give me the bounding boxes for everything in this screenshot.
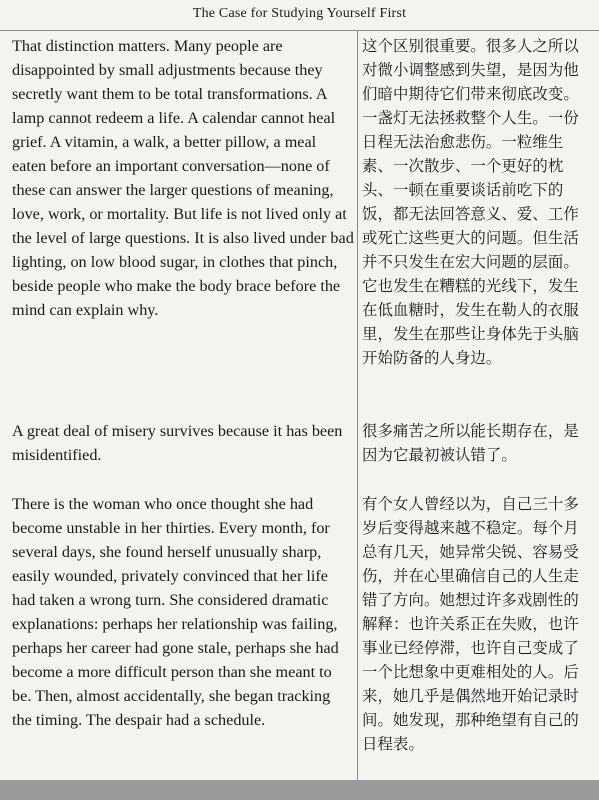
title-divider xyxy=(0,30,599,31)
column-divider xyxy=(357,31,358,783)
english-paragraph-1: That distinction matters. Many people are disappointed by small adjustments because they secretly want them to be total transformations. A lamp cannot redeem a life. A calendar cannot heal grief. A vitamin, a walk, a better pillow, a meal eaten before an important conversation—none of these can answer the larger questions of meaning, love, work, or mortality. But life is not lived only at the level of large questions. It is also lived under bad lighting, on low blood sugar, in clothes that pinch, beside people who make the body brace before the mind can explain why. xyxy=(12,37,354,319)
chinese-paragraph-1: 这个区别很重要。很多人之所以对微小调整感到失望，是因为他们暗中期待它们带来彻底改变。一盏灯无法拯救整个人生。一份日程无法治愈悲伤。一粒维生素、一次散步、一个更好的枕头、一顿在重要谈话前吃下的饭，都无法回答意义、爱、工作或死亡这些更大的问题。但生活并不只发生在宏大问题的层面。它也发生在糟糕的光线下，发生在低血糖时，发生在勒人的衣服里，发生在那些让身体先于头脑开始防备的人身边。 xyxy=(362,37,579,367)
chinese-paragraph-2: 很多痛苦之所以能长期存在，是因为它最初被认错了。 xyxy=(362,422,579,464)
english-paragraph-2: A great deal of misery survives because it has been misidentified. xyxy=(12,422,343,464)
english-paragraph-3: There is the woman who once thought she had become unstable in her thirties. Every month, for several days, she found herself unusually sharp, easily wounded, privately convinced that her life had taken a wrong turn. She considered dramatic explanations: perhaps her relationship was failing, perhaps her career had gone stale, perhaps she had become a more difficult person than she meant to be. Then, almost accidentally, she began tracking the timing. The despair had a schedule. xyxy=(12,495,339,729)
page-title: The Case for Studying Yourself First xyxy=(192,6,407,21)
bottom-scroll-band[interactable] xyxy=(0,780,599,800)
chinese-paragraph-3: 有个女人曾经以为，自己三十多岁后变得越来越不稳定。每个月总有几天，她异常尖锐、容易受伤，并在心里确信自己的人生走错了方向。她想过许多戏剧性的解释：也许关系正在失败，也许事业已经停滞，也许自己变成了一个比想象中更难相处的人。后来，她几乎是偶然地开始记录时间。她发现，那种绝望有自己的日程表。 xyxy=(362,495,579,753)
